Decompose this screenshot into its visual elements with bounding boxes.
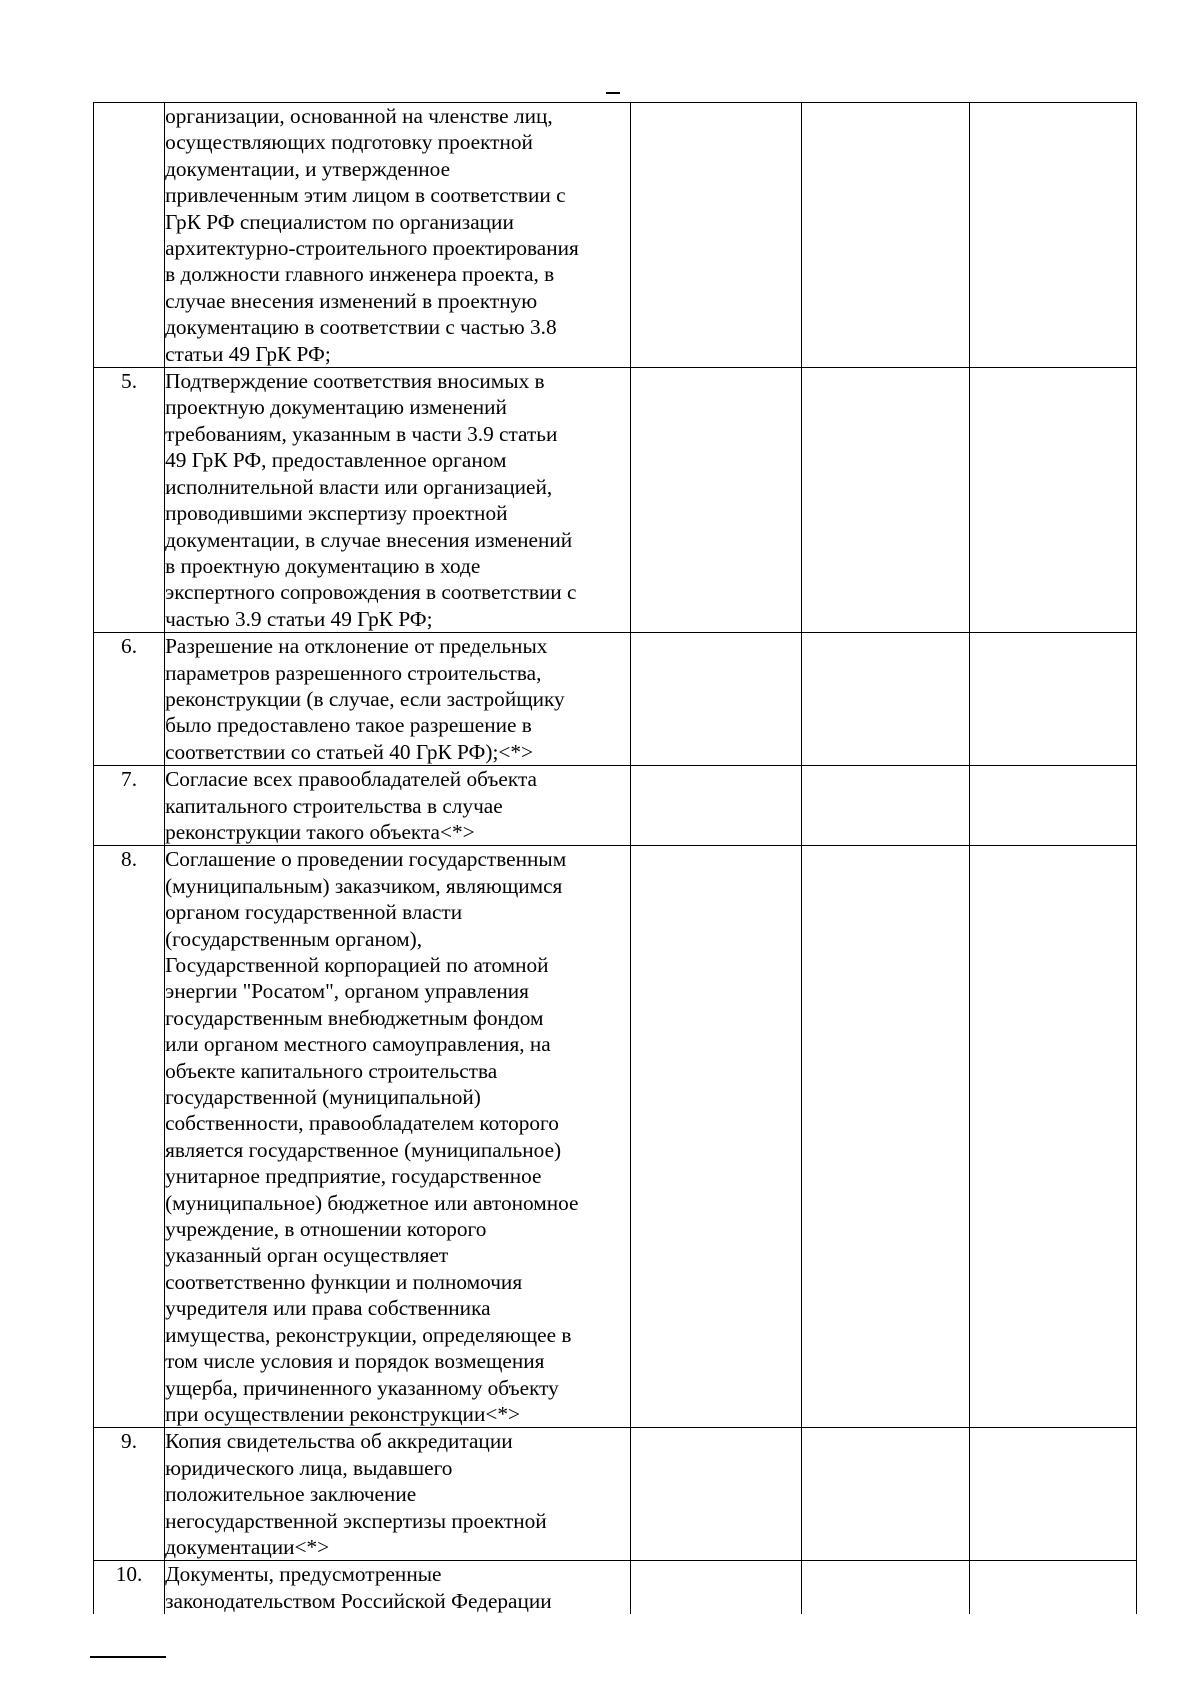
description-line: Копия свидетельства об аккредитации [165,1429,513,1454]
description-line: негосударственной экспертизы проектной [165,1508,547,1533]
table-row [94,1428,1137,1561]
row-description [165,766,631,846]
row-description [165,633,631,766]
description-line: статьи 49 ГрК РФ; [165,341,331,366]
row-number: 8. [94,846,165,1428]
description-line: государственной (муниципальной) [165,1085,481,1110]
empty-cell-2 [801,368,970,633]
description-line: осуществляющих подготовку проектной [165,130,533,155]
row-description [165,1561,631,1614]
empty-cell-1 [631,1561,802,1614]
empty-cell-3 [970,1561,1137,1614]
empty-cell-1 [631,633,802,766]
row-number: 7. [94,766,165,846]
description-line: проводившими экспертизу проектной [165,501,508,526]
description-line: экспертного сопровождения в соответствии с [165,580,577,605]
row-number [94,103,165,368]
description-line: положительное заключение [165,1482,417,1507]
description-line: было предоставлено такое разрешение в [165,713,532,738]
description-line: частью 3.9 статьи 49 ГрК РФ; [165,606,433,631]
description-line: при осуществлении реконструкции<*> [165,1401,521,1426]
empty-cell-3 [970,633,1137,766]
empty-cell-2 [801,766,970,846]
description-line: (муниципальным) заказчиком, являющимся [165,873,563,898]
description-line: документацию в соответствии с частью 3.8 [165,315,557,340]
description-line: органом государственной власти [165,900,463,925]
empty-cell-2 [801,846,970,1428]
description-line: в должности главного инженера проекта, в [165,262,555,287]
empty-cell-1 [631,368,802,633]
table-row [94,766,1137,846]
row-description [165,368,631,633]
description-line: указанный орган осуществляет [165,1243,449,1268]
empty-cell-3 [970,766,1137,846]
description-line: Соглашение о проведении государственным [165,847,567,872]
empty-cell-1 [631,1428,802,1561]
description-line: юридического лица, выдавшего [165,1455,453,1480]
description-line: параметров разрешенного строительства, [165,660,542,685]
description-line: или органом местного самоуправления, на [165,1032,551,1057]
empty-cell-1 [631,103,802,368]
empty-cell-2 [801,633,970,766]
empty-cell-1 [631,766,802,846]
table-row [94,846,1137,1428]
empty-cell-3 [970,1428,1137,1561]
description-line: Разрешение на отклонение от предельных [165,634,548,659]
table-row [94,368,1137,633]
description-line: реконструкции (в случае, если застройщику [165,686,565,711]
description-line: (государственным органом), [165,926,423,951]
description-line: Государственной корпорацией по атомной [165,953,549,977]
row-description [165,846,631,1428]
description-line: случае внесения изменений в проектную [165,288,538,313]
empty-cell-2 [801,1561,970,1614]
empty-cell-3 [970,368,1137,633]
table-row [94,1561,1137,1614]
description-line: капитального строительства в случае [165,793,503,818]
page-mark [606,92,620,94]
description-line: государственным внебюджетным фондом [165,1005,544,1030]
row-description [165,103,631,368]
description-line: том числе условия и порядок возмещения [165,1349,545,1374]
description-line: реконструкции такого объекта<*> [165,819,475,844]
empty-cell-1 [631,846,802,1428]
description-line: учредителя или права собственника [165,1296,491,1321]
description-line: архитектурно-строительного проектирования [165,236,579,261]
description-line: Согласие всех правообладателей объекта [165,767,537,792]
description-line: в проектную документацию в ходе [165,553,481,578]
description-line: ГрК РФ специалистом по организации [165,209,514,234]
description-line: унитарное предприятие, государственное [165,1164,542,1189]
description-line: документации, и утвержденное [165,156,451,181]
description-line: (муниципальное) бюджетное или автономное [165,1190,579,1215]
table-row [94,103,1137,368]
description-line: проектную документацию изменений [165,395,507,420]
empty-cell-2 [801,103,970,368]
bottom-rule [90,1656,166,1658]
empty-cell-3 [970,846,1137,1428]
description-line: законодательством Российской Федерации [165,1588,552,1613]
description-line: собственности, правообладателем которого [165,1111,559,1136]
description-line: исполнительной власти или организацией, [165,474,553,499]
description-line: документации, в случае внесения изменений [165,527,573,552]
description-line: соответствии со статьей 40 ГрК РФ);<*> [165,739,534,764]
description-line: ущерба, причиненного указанному объекту [165,1375,559,1400]
row-number: 10. [94,1561,165,1614]
description-line: объекте капитального строительства [165,1058,498,1083]
row-number: 6. [94,633,165,766]
table-body [94,103,1137,1615]
description-line: соответственно функции и полномочия [165,1269,523,1294]
empty-cell-3 [970,103,1137,368]
description-line: является государственное (муниципальное) [165,1137,562,1162]
empty-cell-2 [801,1428,970,1561]
description-line: документации<*> [165,1534,330,1559]
description-line: требованиям, указанным в части 3.9 статьи [165,421,558,446]
description-line: организации, основанной на членстве лиц, [165,104,553,128]
description-line: имущества, реконструкции, определяющее в [165,1322,572,1347]
description-line: Подтверждение соответствия вносимых в [165,369,545,394]
row-number: 5. [94,368,165,633]
table-row [94,633,1137,766]
description-line: привлеченным этим лицом в соответствии с [165,183,566,208]
documents-table [93,102,1137,1614]
description-line: Документы, предусмотренные [165,1562,442,1587]
description-line: учреждение, в отношении которого [165,1217,487,1242]
description-line: энергии "Росатом", органом управления [165,979,529,1004]
description-line: 49 ГрК РФ, предоставленное органом [165,448,507,473]
row-description [165,1428,631,1561]
row-number: 9. [94,1428,165,1561]
